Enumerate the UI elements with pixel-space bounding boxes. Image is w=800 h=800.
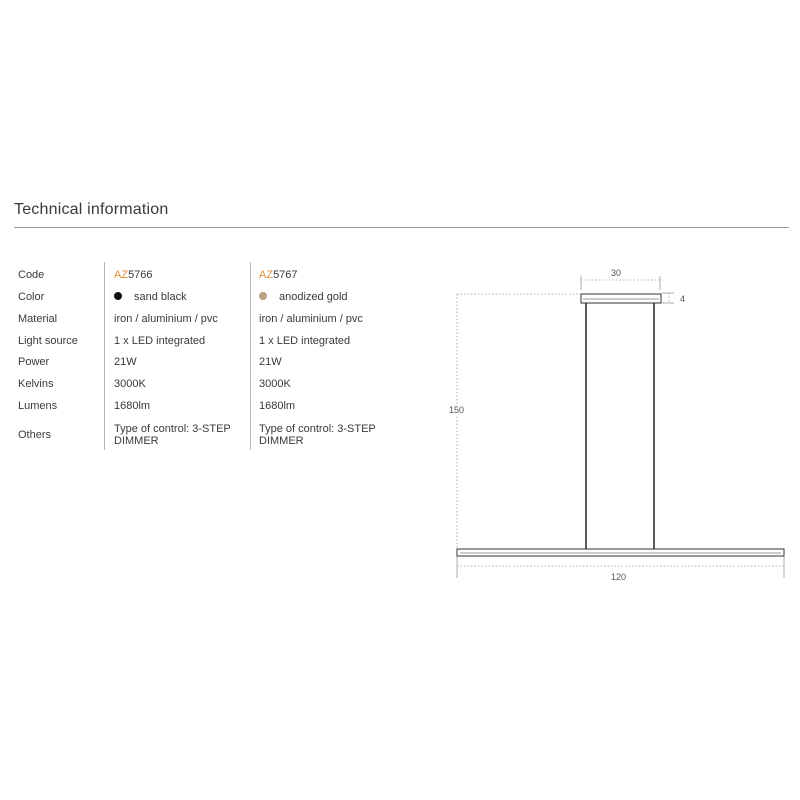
section-title: Technical information (14, 201, 169, 218)
product-kelvins: 3000K (259, 378, 291, 390)
product-others: Type of control: 3-STEP DIMMER (114, 423, 231, 447)
label-others: Others (18, 429, 52, 441)
color-name: sand black (134, 291, 187, 303)
canopy-shape (581, 294, 661, 303)
label-code: Code (18, 269, 45, 281)
product-lumens: 1680lm (259, 400, 296, 412)
code-number: 5766 (128, 269, 153, 281)
label-power: Power (18, 356, 50, 368)
label-kelvins: Kelvins (18, 378, 54, 390)
code-number: 5767 (273, 269, 298, 281)
bar-length-label: 120 (611, 572, 627, 582)
label-color: Color (18, 291, 45, 303)
product-others: Type of control: 3-STEP DIMMER (259, 423, 376, 447)
label-light-source: Light source (18, 335, 78, 347)
label-material: Material (18, 313, 58, 325)
total-height-label: 150 (449, 405, 465, 415)
product-kelvins: 3000K (114, 378, 146, 390)
product-light-source: 1 x LED integrated (259, 335, 351, 347)
code-prefix: AZ (114, 269, 129, 281)
product-material: iron / aluminium / pvc (259, 313, 363, 325)
product-lumens: 1680lm (114, 400, 151, 412)
product-light-source: 1 x LED integrated (114, 335, 206, 347)
light-bar-shape (457, 549, 784, 556)
product-power: 21W (259, 356, 282, 368)
canopy-width-label: 30 (611, 268, 622, 278)
canopy-height-label: 4 (680, 294, 686, 304)
color-name: anodized gold (279, 291, 348, 303)
code-prefix: AZ (259, 269, 274, 281)
label-lumens: Lumens (18, 400, 58, 412)
product-material: iron / aluminium / pvc (114, 313, 218, 325)
product-power: 21W (114, 356, 137, 368)
